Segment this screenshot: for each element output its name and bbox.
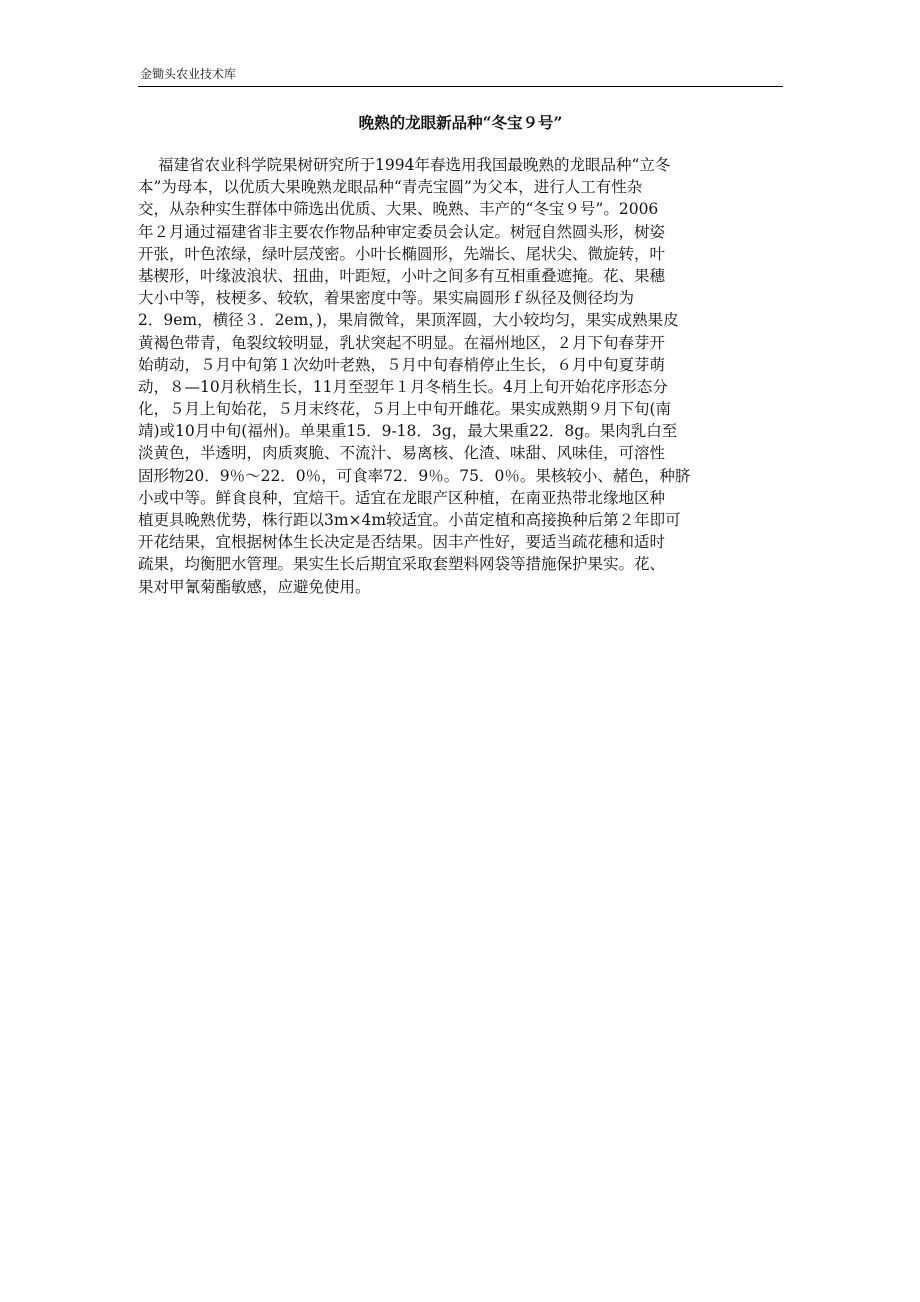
body-line: 小或中等。鲜食良种，宜焙干。适宜在龙眼产区种植，在南亚热带北缘地区种	[138, 488, 666, 507]
article-body	[138, 154, 783, 598]
body-line: 疏果，均衡肥水管理。果实生长后期宜采取套塑料网袋等措施保护果实。花、	[138, 555, 666, 574]
body-line: 交，从杂种实生群体中筛选出优质、大果、晚熟、丰产的“冬宝９号”。2006	[138, 200, 659, 219]
article-title: 晚熟的龙眼新品种“冬宝９号”	[358, 113, 563, 132]
body-line: 福建省农业科学院果树研究所于1994年春选用我国最晚熟的龙眼品种“立冬	[158, 156, 671, 174]
body-line: 果对甲氰菊酯敏感，应避免使用。	[138, 577, 371, 596]
body-line: 本”为母本，以优质大果晚熟龙眼品种“青壳宝圆”为父本，进行人工有性杂	[138, 178, 643, 197]
body-line: 靖)或10月中旬(福州)。单果重15．9-18．3g，最大果重22．8g。果肉乳白至	[138, 422, 678, 441]
header-source-label: 金锄头农业技术库	[140, 67, 237, 81]
body-line: 2．9em，横径３．2em，)，果肩微耸，果顶浑圆，大小较均匀，果实成熟果皮	[138, 311, 679, 330]
body-line: 年２月通过福建省非主要农作物品种审定委员会认定。树冠自然圆头形，树姿	[138, 222, 666, 241]
body-line: 黄褐色带青，龟裂纹较明显，乳状突起不明显。在福州地区，２月下旬春芽开	[138, 333, 666, 352]
body-line: 始萌动，５月中旬第１次幼叶老熟，５月中旬春梢停止生长，６月中旬夏芽萌	[138, 355, 666, 374]
body-line: 大小中等，枝梗多、较软，着果密度中等。果实扁圆形ｆ纵径及侧径均为	[138, 289, 635, 308]
body-line: 植更具晚熟优势，株行距以3m×4m较适宜。小苗定植和高接换种后第２年即可	[138, 511, 681, 529]
running-header	[138, 64, 783, 87]
body-line: 动，８—10月秋梢生长，11月至翌年１月冬梢生长。4月上旬开始花序形态分	[138, 377, 668, 396]
body-line: 开花结果，宜根据树体生长决定是否结果。因丰产性好，要适当疏花穗和适时	[138, 533, 666, 552]
body-line: 化，５月上旬始花，５月末终花，５月上中旬开雌花。果实成熟期９月下旬(南	[138, 400, 672, 419]
body-line: 开张，叶色浓绿，绿叶层茂密。小叶长椭圆形，先端长、尾状尖、微旋转，叶	[138, 244, 666, 263]
body-line: 固形物20．9％～22．0％，可食率72．9％。75．0％。果核较小、赭色，种脐	[138, 466, 691, 485]
body-line: 淡黄色，半透明，肉质爽脆、不流汁、易离核、化渣、味甜、风味佳，可溶性	[138, 444, 666, 463]
body-line: 基楔形，叶缘波浪状、扭曲，叶距短，小叶之间多有互相重叠遮掩。花、果穗	[138, 266, 666, 285]
